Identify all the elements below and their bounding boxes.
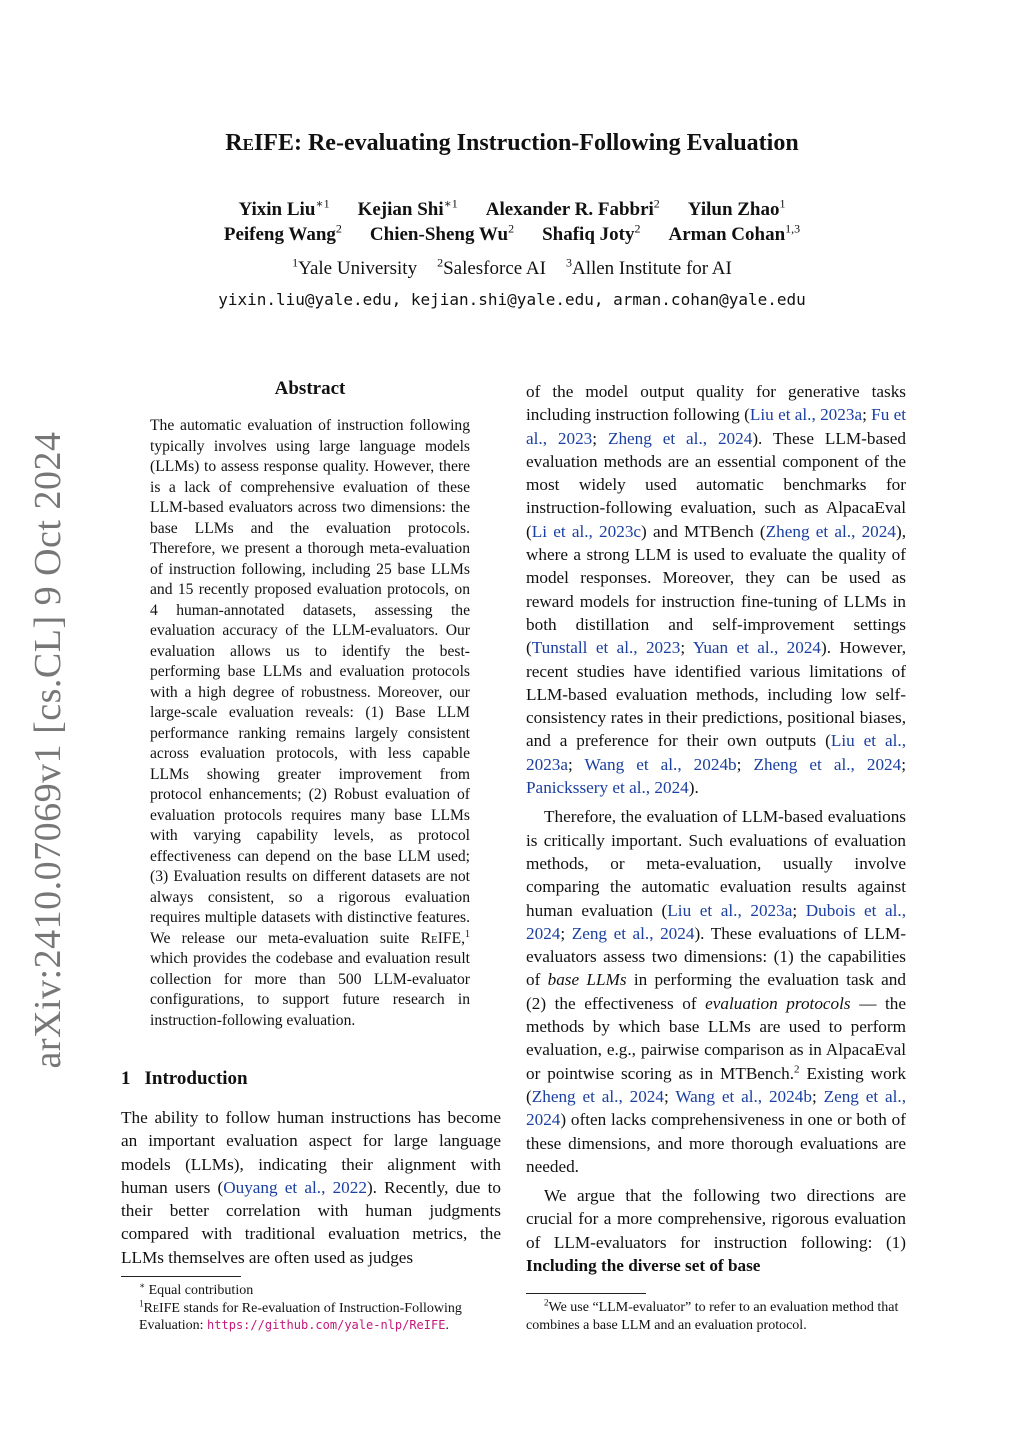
section-number: 1 [121,1068,131,1089]
citation-link[interactable]: Yuan et al., 2024 [692,638,822,658]
body-text: Therefore, the evaluation of LLM-based evaluations is critically important. Such evaluations of evaluation methods, or meta-evaluation, usually involve comparing the automatic evaluation results against human evaluation ( [526,807,906,920]
authors-line-1 [0,197,1024,221]
citation-link[interactable]: Zeng et al., 2024 [571,923,695,943]
bold-text: Including the diverse set of base [526,1255,761,1275]
citation-link[interactable]: Zeng et al., 2024 [526,1086,907,1130]
author-name: Yixin Liu$^{∗1}$ [238,197,330,221]
citation-link[interactable]: Zheng et al., 2024 [531,1086,664,1106]
citation-link[interactable]: Fu et al., 2023 [526,405,907,448]
footnote-marker[interactable]: 2 [794,1062,800,1075]
author-name: Arman Cohan$^{1,3}$ [668,222,801,246]
suite-name: ReIFE, [420,929,465,947]
author-name: Shafiq Joty$^2$ [542,222,641,246]
body-text: ). These LLM-based evaluation methods are an essential component of the most widely used automatic benchmarks for instruction-following evaluation, such as AlpacaEval ( [526,428,907,541]
intro-left-column [121,1106,501,1269]
citation-link[interactable]: Panickssery et al., 2024 [526,778,689,798]
body-text: ; [792,900,806,920]
body-text: ). However, recent studies have identified various limitations of LLM-based evaluation methods, including low self-consistency rates in their predictions, positional biases, and a preference for their own outputs ( [526,638,906,751]
author-affiliation-marker: 2 [634,222,641,236]
abstract-body [150,416,470,1031]
affiliation: $^2$Salesforce AI [437,256,546,280]
footnotes-left [121,1282,501,1335]
body-text: ; [680,638,693,658]
citation-link[interactable]: Liu et al., 2023a [526,731,906,774]
author-affiliation-marker: 1 [779,197,786,211]
body-text: ) often lacks comprehensiveness in one or both of these dimensions, and more thorough evaluations are needed. [526,1110,906,1176]
citation-link[interactable]: Liu et al., 2023a [749,405,863,425]
body-text: The ability to follow human instructions has become an important evaluation aspect for large language models (LLMs), indicating their alignment with human users ( [121,1108,501,1197]
footnote-rule-right [526,1293,646,1294]
body-text: ). Recently, due to their better correlation with human judgments compared with traditional evaluation metrics, the LLMs themselves are often used as judges [121,1177,501,1267]
citation-link[interactable]: Wang et al., 2024b [584,754,737,774]
body-text: ). [688,778,699,798]
body-text: ; [568,754,585,774]
intro-paragraph [121,1106,501,1269]
paragraph-1 [526,380,906,799]
body-text: ; [862,405,872,425]
citation-link[interactable]: Li et al., 2023c [531,521,642,541]
emphasis-text: base LLMs [547,970,627,990]
paragraph-2 [526,805,906,1178]
citation-link[interactable]: Zheng et al., 2024 [765,521,896,541]
body-text: of the model output quality for generative tasks including instruction following ( [526,382,906,425]
citation-link[interactable]: Zheng et al., 2024 [607,428,753,448]
title-rest: : Re-evaluating Instruction-Following Evaluation [293,130,799,156]
citation-link[interactable]: Ouyang et al., 2022 [223,1177,367,1197]
affiliations [0,256,1024,280]
author-affiliation-marker: ∗1 [443,197,458,211]
body-text: in performing the evaluation task and (2) the effectiveness of [526,970,906,1013]
right-column [526,380,906,1277]
footnote-2: $^2$We use “LLM-evaluator” to refer to an evaluation method that combines a base LLM and an evaluation protocol. [526,1297,899,1333]
citation-link[interactable]: Zheng et al., 2024 [753,754,902,774]
author-affiliation-marker: 2 [335,222,342,236]
citation-link[interactable]: Wang et al., 2024b [675,1086,812,1106]
body-text: ; [664,1086,676,1106]
author-affiliation-marker: 2 [653,197,660,211]
title-acronym: ReIFE [225,130,294,156]
author-emails: yixin.liu@yale.edu, kejian.shi@yale.edu, arman.cohan@yale.edu [218,290,806,309]
body-text: Existing work ( [526,1063,906,1106]
body-text: ; [560,923,572,943]
footnote-rule-left [121,1276,241,1277]
paper-title [0,130,1024,157]
body-text: — the methods by which base LLMs are used to perform evaluation, e.g., pairwise comparison as in AlpacaEval or pointwise scoring as in MTBench. [526,993,906,1083]
body-text: We argue that the following two directions are crucial for a more comprehensive, rigorous evaluation of LLM-evaluators for instruction following: (1) [526,1186,906,1252]
arxiv-sidebar-stamp [18,431,78,1069]
body-text: ). These evaluations of LLM-evaluators assess two dimensions: (1) the capabilities of [526,923,906,990]
arxiv-identifier: arXiv:2410.07069v1 [cs.CL] 9 Oct 2024 [27,431,69,1069]
authors-line-2 [0,222,1024,246]
footnote-equal: ∗ Equal contribution [139,1280,254,1298]
body-text: ; [901,754,907,774]
paragraph-3 [526,1184,906,1277]
footnote-marker[interactable]: 1 [465,928,470,940]
abstract-text-end: which provides the codebase and evaluation result collection for more than 500 LLM-evaluator configurations, to support future research in instruction-following evaluation. [150,950,470,1029]
body-text: ; [736,754,754,774]
author-name: Kejian Shi$^{∗1}$ [357,197,458,221]
citation-link[interactable]: Tunstall et al., 2023 [531,638,681,658]
author-name: Yilun Zhao$^1$ [687,197,786,221]
citation-link[interactable]: Liu et al., 2023a [667,900,793,920]
author-affiliation-marker: ∗1 [315,197,330,211]
author-affiliation-marker: 2 [508,222,515,236]
github-link[interactable]: https://github.com/yale-nlp/ReIFE [207,1318,446,1332]
affiliation: $^1$Yale University [292,256,418,280]
section-heading [121,1068,248,1090]
body-text: ; [592,428,608,448]
author-name: Chien-Sheng Wu$^2$ [369,222,515,246]
affiliation: $^3$Allen Institute for AI [565,256,732,280]
body-text: ), where a strong LLM is used to evaluate the quality of model responses. Moreover, they can be used as reward models for instruction fine-tuning of LLMs in both distillation and self-improvement settings ( [526,521,906,658]
author-name: Peifeng Wang$^2$ [223,222,342,246]
body-text: ) and MTBench ( [641,521,766,541]
citation-link[interactable]: Dubois et al., 2024 [526,900,907,943]
emphasis-text: evaluation protocols [705,993,851,1013]
author-name: Alexander R. Fabbri$^2$ [485,197,660,221]
abstract-text: The automatic evaluation of instruction following typically involves using large language models (LLMs) to assess response quality. However, there is a lack of comprehensive evaluation of these LLM-based evaluators across two dimensions: the base LLMs and the evaluation protocols. Therefore, we present a thorough meta-evaluation of instruction following, including 25 base LLMs and 15 recently proposed evaluation protocols, on 4 human-annotated datasets, assessing the evaluation accuracy of the LLM-evaluators. Our evaluation allows us to identify the best-performing base LLMs and evaluation protocols with a high degree of robustness. Moreover, our large-scale evaluation reveals: (1) Base LLM performance ranking remains largely consistent across evaluation protocols, with less capable LLMs showing greater improvement from protocol enhancements; (2) Robust evaluation of evaluation protocols requires many base LLMs with varying capability levels, as protocol effectiveness can depend on the base LLM used; (3) Evaluation results on different datasets are not always consistent, so a rigorous evaluation requires multiple datasets with distinctive features. We release our meta-evaluation suite [150,417,470,947]
author-affiliation-marker: 1,3 [785,222,801,236]
body-text: ; [811,1086,824,1106]
abstract-heading: Abstract [274,378,346,399]
section-title: Introduction [144,1068,248,1089]
footnote-1: $^1$ReIFE stands for Re-evaluation of Instruction-Following Evaluation: https://github.com/yale-nlp/ReIFE. [139,1297,462,1333]
